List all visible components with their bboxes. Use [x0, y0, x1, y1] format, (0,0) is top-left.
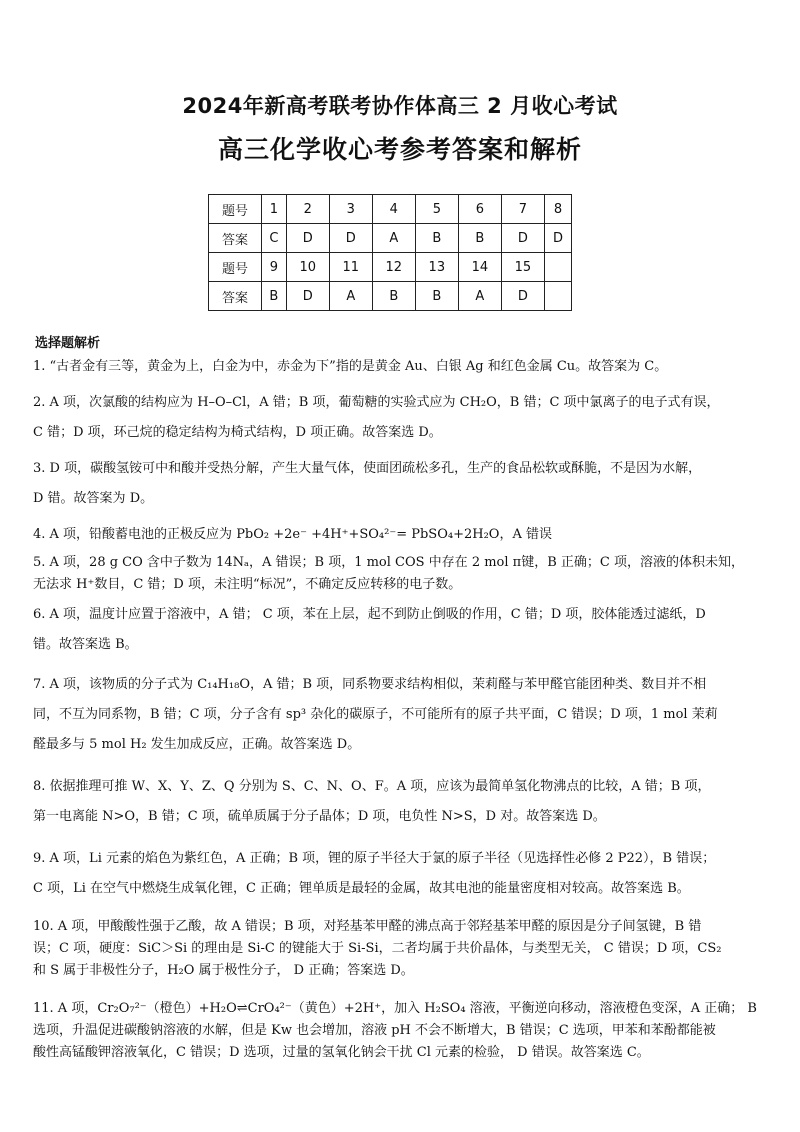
- answer-cell: B: [458, 224, 501, 253]
- explanation-item: [33, 916, 773, 982]
- question-number-row: [209, 195, 572, 224]
- explanation-line: 同，不互为同系物，B 错；C 项，分子含有 sp³ 杂化的碳原子，不可能所有的原子共平面，C 错误；D 项，1 mol 茉莉: [33, 707, 718, 722]
- answer-cell: C: [262, 224, 287, 253]
- question-number-cell: [544, 253, 571, 282]
- explanation-line: 5. A 项，28 g CO 含中子数为 14Nₐ，A 错误；B 项，1 mol COS 中存在 2 mol π键，B 正确；C 项，溶液的体积未知，: [33, 555, 744, 570]
- question-number-row: [209, 253, 572, 282]
- explanation-line: C 错；D 项，环己烷的稳定结构为椅式结构，D 项正确。故答案选 D。: [33, 425, 442, 440]
- answer-cell: [544, 282, 571, 311]
- answer-cell: B: [372, 282, 415, 311]
- question-number-cell: 7: [501, 195, 544, 224]
- explanation-line: 1. “古者金有三等，黄金为上，白金为中，赤金为下”指的是黄金 Au、白银 Ag 和红色金属 Cu。故答案为 C。: [33, 359, 668, 374]
- explanations-list: [33, 352, 773, 1064]
- exam-title: 2024年新高考联考协作体高三 2 月收心考试: [182, 94, 618, 118]
- explanation-line: 4. A 项，铅酸蓄电池的正极反应为 PbO₂ +2e⁻ +4H⁺+SO₄²⁻= PbSO₄+2H₂O，A 错误: [33, 527, 552, 542]
- explanation-line: 酸性高锰酸钾溶液氧化，C 错误；D 选项，过量的氢氧化钠会干扰 Cl 元素的检验， D 错误。故答案选 C。: [33, 1045, 650, 1060]
- answer-cell: D: [501, 282, 544, 311]
- answer-cell: D: [501, 224, 544, 253]
- question-number-cell: 13: [415, 253, 458, 282]
- explanation-item: [33, 520, 773, 550]
- answer-cell: A: [372, 224, 415, 253]
- explanation-line: 11. A 项，Cr₂O₇²⁻（橙色）+H₂O⇌CrO₄²⁻（黄色）+2H⁺，加入 H₂SO₄ 溶液，平衡逆向移动，溶液橙色变深，A 正确； B: [33, 1001, 757, 1016]
- row-label: 题号: [209, 253, 262, 282]
- explanation-line: 无法求 H⁺数目，C 错；D 项，未注明“标况”，不确定反应转移的电子数。: [33, 577, 462, 592]
- explanation-line: 9. A 项，Li 元素的焰色为紫红色，A 正确；B 项，锂的原子半径大于氯的原子半径（见选择性必修 2 P22），B 错误；: [33, 851, 716, 866]
- answer-cell: D: [286, 224, 329, 253]
- explanation-item: [33, 552, 773, 596]
- answer-cell: B: [415, 224, 458, 253]
- explanation-line: 7. A 项，该物质的分子式为 C₁₄H₁₈O，A 错；B 项，同系物要求结构相似，茉莉醛与苯甲醛官能团种类、数目并不相: [33, 677, 707, 692]
- explanation-item: [33, 352, 773, 382]
- explanation-line: 2. A 项，次氯酸的结构应为 H–O–Cl，A 错；B 项，葡萄糖的实验式应为 CH₂O，B 错；C 项中氯离子的电子式有误，: [33, 395, 720, 410]
- explanation-item: [33, 600, 773, 660]
- answer-cell: A: [329, 282, 372, 311]
- row-label: 答案: [209, 224, 262, 253]
- answer-cell: B: [262, 282, 287, 311]
- explanation-line: 误；C 项，硬度：SiC＞Si 的理由是 Si-C 的键能大于 Si-Si，二者均属于共价晶体，与类型无关， C 错误；D 项，CS₂: [33, 941, 722, 956]
- question-number-cell: 1: [262, 195, 287, 224]
- section-heading: 选择题解析: [35, 336, 101, 351]
- explanation-item: [33, 454, 773, 514]
- explanation-line: 错。故答案选 B。: [33, 637, 138, 652]
- answer-cell: D: [329, 224, 372, 253]
- question-number-cell: 5: [415, 195, 458, 224]
- answer-cell: D: [286, 282, 329, 311]
- question-number-cell: 2: [286, 195, 329, 224]
- document-title: 高三化学收心考参考答案和解析: [217, 135, 582, 164]
- question-number-cell: 4: [372, 195, 415, 224]
- explanation-item: [33, 670, 773, 760]
- question-number-cell: 14: [458, 253, 501, 282]
- explanation-line: 10. A 项，甲酸酸性强于乙酸，故 A 错误；B 项，对羟基苯甲醛的沸点高于邻羟基苯甲醛的原因是分子间氢键，B 错: [33, 919, 702, 934]
- answer-row: [209, 224, 572, 253]
- explanation-line: 醛最多与 5 mol H₂ 发生加成反应，正确。故答案选 D。: [33, 737, 361, 752]
- explanation-item: [33, 388, 773, 448]
- question-number-cell: 8: [544, 195, 571, 224]
- explanation-line: D 错。故答案为 D。: [33, 491, 154, 506]
- question-number-cell: 10: [286, 253, 329, 282]
- explanation-item: [33, 844, 773, 904]
- explanation-line: 第一电离能 N>O，B 错；C 项，硫单质属于分子晶体；D 项，电负性 N>S，D 对。故答案选 D。: [33, 809, 606, 824]
- question-number-cell: 3: [329, 195, 372, 224]
- answer-cell: A: [458, 282, 501, 311]
- question-number-cell: 12: [372, 253, 415, 282]
- explanation-line: 6. A 项，温度计应置于溶液中，A 错； C 项，苯在上层，起不到防止倒吸的作用，C 错；D 项，胶体能透过滤纸，D: [33, 607, 706, 622]
- explanation-line: 和 S 属于非极性分子，H₂O 属于极性分子， D 正确；答案选 D。: [33, 963, 414, 978]
- explanation-item: [33, 772, 773, 832]
- answer-table: [208, 194, 572, 311]
- question-number-cell: 6: [458, 195, 501, 224]
- answer-cell: D: [544, 224, 571, 253]
- explanation-line: 选项，升温促进碳酸钠溶液的水解，但是 Kw 也会增加，溶液 pH 不会不断增大，B 错误；C 选项，甲苯和苯酚都能被: [33, 1023, 716, 1038]
- question-number-cell: 9: [262, 253, 287, 282]
- row-label: 答案: [209, 282, 262, 311]
- answer-row: [209, 282, 572, 311]
- explanation-line: 3. D 项，碳酸氢铵可中和酸并受热分解，产生大量气体，使面团疏松多孔，生产的食品松软或酥脆，不是因为水解，: [33, 461, 702, 476]
- question-number-cell: 11: [329, 253, 372, 282]
- explanation-line: C 项，Li 在空气中燃烧生成氧化锂，C 正确；锂单质是最轻的金属，故其电池的能量密度相对较高。故答案选 B。: [33, 881, 690, 896]
- explanation-line: 8. 依据推理可推 W、X、Y、Z、Q 分别为 S、C、N、O、F。A 项，应该为最简单氢化物沸点的比较，A 错；B 项，: [33, 779, 711, 794]
- question-number-cell: 15: [501, 253, 544, 282]
- explanation-item: [33, 998, 773, 1064]
- answer-cell: B: [415, 282, 458, 311]
- row-label: 题号: [209, 195, 262, 224]
